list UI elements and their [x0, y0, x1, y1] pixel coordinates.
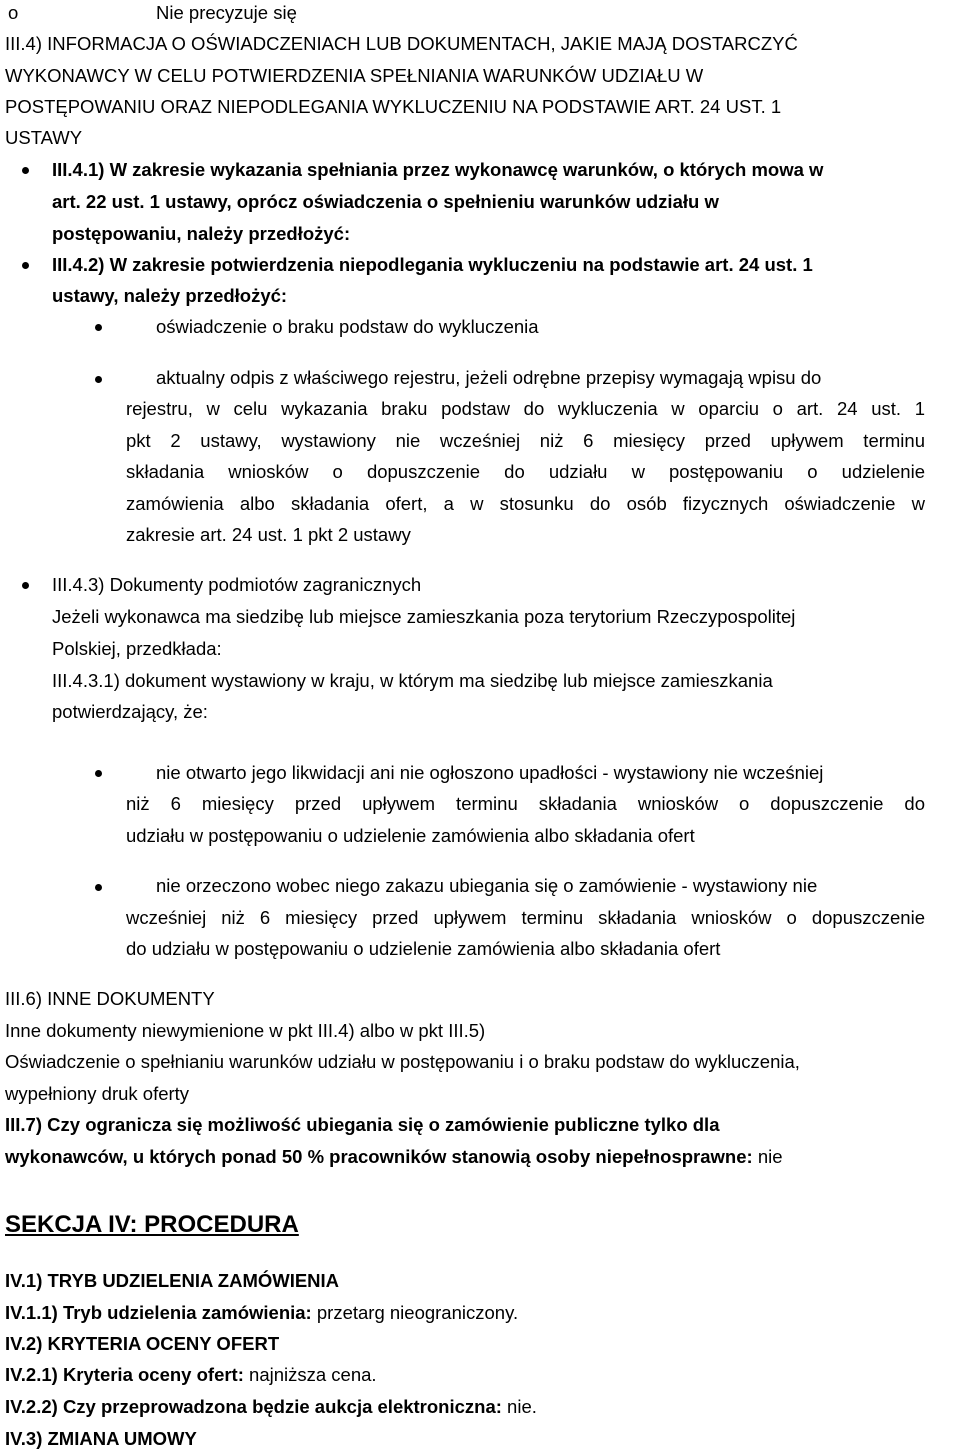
section-heading-iii7: III.7) Czy ogranicza się możliwość ubiegania się o zamówienie publiczne tylko dla	[5, 1114, 720, 1135]
item-line: III.4.3.1) dokument wystawiony w kraju, w którym ma siedzibę lub miejsce zamieszkania	[52, 670, 773, 691]
heading-line: WYKONAWCY W CELU POTWIERDZENIA SPEŁNIANIA WARUNKÓW UDZIAŁU W	[5, 65, 704, 86]
heading-line: III.4) INFORMACJA O OŚWIADCZENIACH LUB DOKUMENTACH, JAKIE MAJĄ DOSTARCZYĆ	[5, 33, 798, 54]
field-row	[5, 1396, 537, 1418]
sub-item: oświadczenie o braku podstaw do wykluczenia	[156, 316, 539, 337]
field-label: IV.2.2) Czy przeprowadzona będzie aukcja elektroniczna:	[5, 1396, 502, 1417]
item-line: III.4.1) W zakresie wykazania spełniania przez wykonawcę warunków, o których mowa w	[52, 159, 824, 180]
question-answer	[5, 1146, 783, 1168]
field-value: nie.	[501, 1396, 537, 1417]
field-label: IV.2.1) Kryteria oceny ofert:	[5, 1364, 244, 1385]
question-text: wykonawców, u których ponad 50 % pracowników stanowią osoby niepełnosprawne:	[5, 1146, 753, 1167]
sub-item-line: zakresie art. 24 ust. 1 pkt 2 ustawy	[126, 524, 411, 545]
item-line: III.4.2) W zakresie potwierdzenia niepodlegania wykluczeniu na podstawie art. 24 ust. 1	[52, 254, 813, 275]
sub-item-line: niż 6 miesięcy przed upływem terminu składania wniosków o dopuszczenie do	[126, 793, 925, 814]
bullet-icon	[95, 376, 102, 383]
item-line: Polskiej, przedkłada:	[52, 638, 222, 659]
item-line: ustawy, należy przedłożyć:	[52, 285, 288, 306]
paragraph-line: Oświadczenie o spełnianiu warunków udziału w postępowaniu i o braku podstaw do wykluczenia,	[5, 1051, 800, 1072]
sub-item-line: nie orzeczono wobec niego zakazu ubiegania się o zamówienie - wystawiony nie	[156, 875, 818, 896]
field-value: przetarg nieograniczony.	[311, 1302, 519, 1323]
bullet-icon	[95, 770, 102, 777]
subsection-heading: IV.2) KRYTERIA OCENY OFERT	[5, 1333, 280, 1354]
paragraph-line: wypełniony druk oferty	[5, 1083, 190, 1104]
heading-line: USTAWY	[5, 127, 83, 148]
bullet-icon	[95, 884, 102, 891]
item-line: potwierdzający, że:	[52, 701, 208, 722]
field-row	[5, 1364, 377, 1386]
section-title: SEKCJA IV: PROCEDURA	[5, 1211, 299, 1238]
bullet-icon	[22, 262, 29, 269]
field-row	[5, 1302, 518, 1324]
sub-item-line: pkt 2 ustawy, wystawiony nie wcześniej niż 6 miesięcy przed upływem terminu	[126, 430, 925, 451]
list-marker: o	[8, 2, 19, 23]
sub-item-line: wcześniej niż 6 miesięcy przed upływem terminu składania wniosków o dopuszczenie	[126, 907, 925, 928]
field-value: najniższa cena.	[243, 1364, 377, 1385]
item-line: art. 22 ust. 1 ustawy, oprócz oświadczenia o spełnieniu warunków udziału w	[52, 191, 719, 212]
field-label: IV.1.1) Tryb udzielenia zamówienia:	[5, 1302, 312, 1323]
heading-line: POSTĘPOWANIU ORAZ NIEPODLEGANIA WYKLUCZENIU NA PODSTAWIE ART. 24 UST. 1	[5, 96, 782, 117]
bullet-icon	[95, 324, 102, 331]
bullet-icon	[22, 582, 29, 589]
list-item: Nie precyzuje się	[156, 2, 297, 23]
item-title: III.4.3) Dokumenty podmiotów zagranicznych	[52, 574, 422, 595]
bullet-icon	[22, 167, 29, 174]
sub-item-line: zamówienia albo składania ofert, a w stosunku do osób fizycznych oświadczenie w	[126, 493, 925, 514]
sub-item-line: do udziału w postępowaniu o udzielenie zamówienia albo składania ofert	[126, 938, 721, 959]
sub-item-line: składania wniosków o dopuszczenie do udziału w postępowaniu o udzielenie	[126, 461, 925, 482]
paragraph-line: Inne dokumenty niewymienione w pkt III.4) albo w pkt III.5)	[5, 1020, 486, 1041]
subsection-heading: IV.3) ZMIANA UMOWY	[5, 1428, 197, 1449]
item-line: Jeżeli wykonawca ma siedzibę lub miejsce zamieszkania poza terytorium Rzeczypospolitej	[52, 606, 796, 627]
answer-value: nie	[752, 1146, 783, 1167]
sub-item-line: udziału w postępowaniu o udzielenie zamówienia albo składania ofert	[126, 825, 695, 846]
subsection-heading: IV.1) TRYB UDZIELENIA ZAMÓWIENIA	[5, 1270, 340, 1291]
sub-item-line: nie otwarto jego likwidacji ani nie ogłoszono upadłości - wystawiony nie wcześniej	[156, 762, 824, 783]
section-heading-iii6: III.6) INNE DOKUMENTY	[5, 988, 215, 1009]
sub-item-line: aktualny odpis z właściwego rejestru, jeżeli odrębne przepisy wymagają wpisu do	[156, 367, 822, 388]
item-line: postępowaniu, należy przedłożyć:	[52, 223, 351, 244]
sub-item-line: rejestru, w celu wykazania braku podstaw do wykluczenia w oparciu o art. 24 ust. 1	[126, 398, 925, 419]
